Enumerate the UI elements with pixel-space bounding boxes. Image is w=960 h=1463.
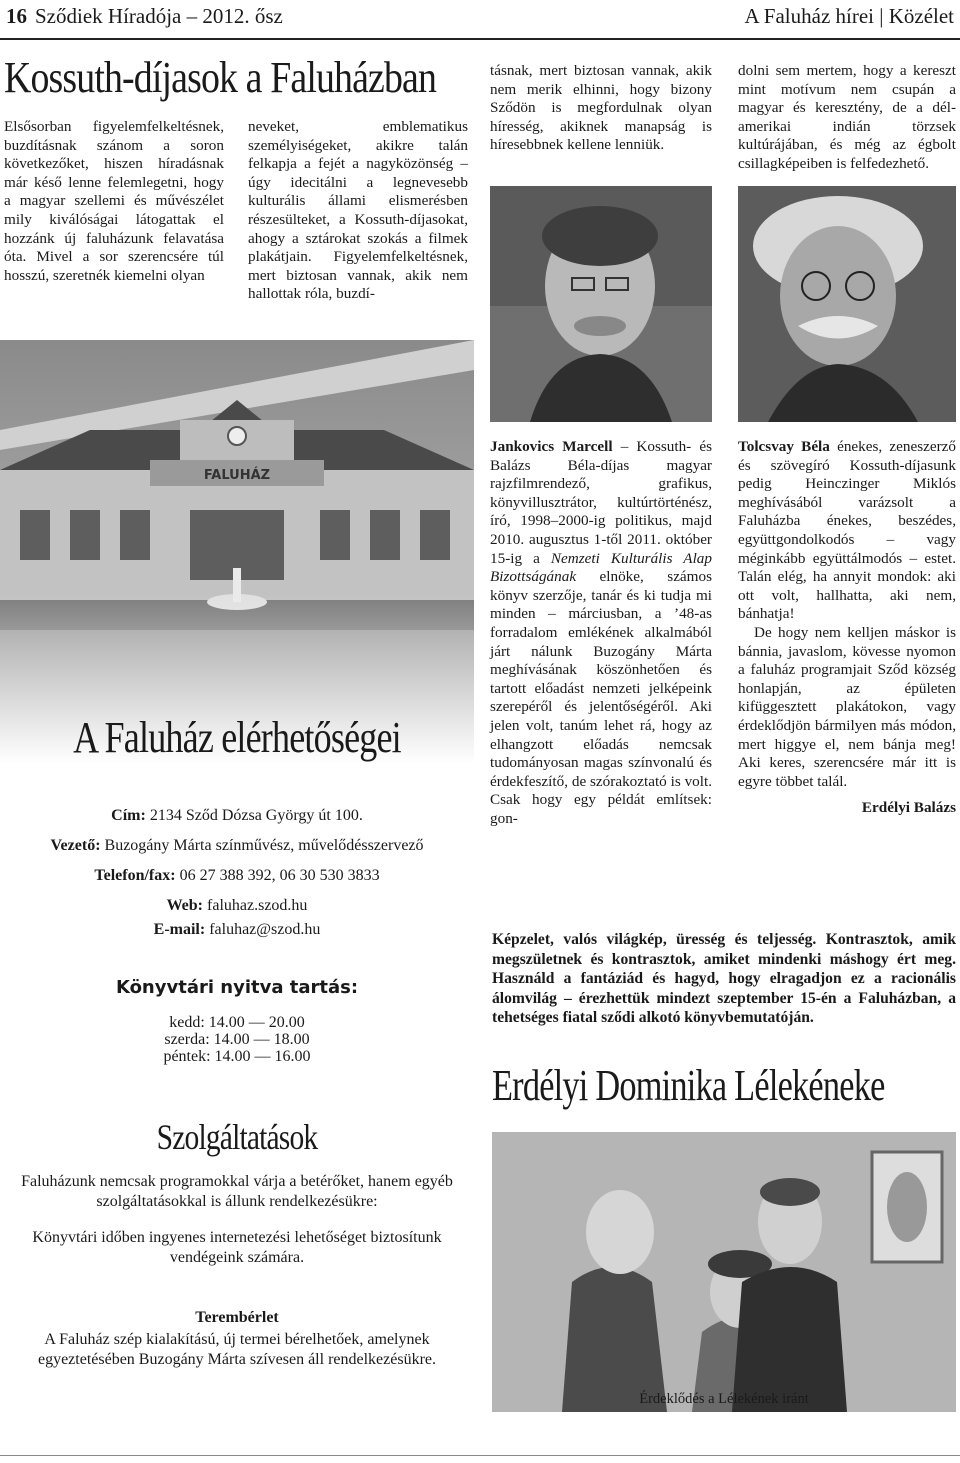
signature: Erdélyi Balázs (861, 799, 956, 817)
web-line (0, 896, 474, 916)
article-title: Kossuth-díjasok a Faluházban (4, 53, 437, 102)
web-label: Web: (166, 897, 204, 914)
manager-value: Buzogány Márta színművész, művelődésszervező (100, 837, 424, 854)
internet-service: Könyvtári időben ingyenes internetezési lehetőséget biztosítunk vendégeink számára. (32, 1229, 442, 1266)
portrait-image (490, 186, 712, 422)
page-header-left (6, 4, 283, 29)
address-value: 2134 Sződ Dózsa György út 100. (145, 807, 363, 824)
contact-title: A Faluház elérhetőségei (73, 713, 401, 762)
services-intro: Faluházunk nemcsak programokkal várja a betérőket, hanem egyéb szolgáltatásokkal is állunk rendelkezésükre: (21, 1173, 453, 1210)
publication-name: Sződiek Híradója – 2012. ősz (35, 4, 283, 28)
phone-label: Telefon/fax: (94, 867, 176, 884)
email-link[interactable]: faluhaz@szod.hu (205, 921, 321, 938)
article2-title: Erdélyi Dominika Lélekéneke (492, 1061, 885, 1110)
article-column-3-bottom (490, 438, 712, 828)
library-hours-title: Könyvtári nyitva tartás: (115, 977, 359, 998)
hours-row: kedd: 14.00 — 20.00 (169, 1014, 305, 1031)
paragraph (490, 438, 712, 828)
portrait-photo-tolcsvay (738, 186, 956, 422)
event-photo (492, 1132, 956, 1412)
person-name: Tolcsvay Béla (738, 438, 830, 455)
paragraph: De hogy nem kelljen máskor is bánnia, javaslom, kövesse nyomon a faluház programjait Sződ község honlapján, az épületen kifüggesztett plakátokon, vagy érdeklődjön bármilyen más módon, mert higgye el, nem bánja meg! Aki keres, szerencsére már itt is egyre többet talál. (738, 623, 956, 790)
contact-info (0, 806, 474, 940)
text-span: – Kossuth- és Balázs Béla-díjas magyar rajzfilmrendező, grafikus, könyvillusztrátor, kultúrtörténész, író, 1998–2000-ig politikus, majd 2010. augusztus 1-től 2011. október 15-ig a (490, 438, 712, 567)
article-column-2 (248, 118, 468, 304)
section-name: A Faluház hírei | Közélet (744, 4, 954, 28)
header-rule (0, 38, 960, 40)
footer-rule (0, 1455, 960, 1456)
email-label: E-mail: (153, 921, 206, 938)
portrait-photo-jankovics (490, 186, 712, 422)
article-column-4-top (738, 62, 956, 174)
paragraph: tásnak, mert biztosan vannak, akik nem merik elhinni, hogy bizony Sződön is megfordulnak olyan híresség, akiknek manapság is híresebbnek kellene lenniük. (490, 62, 712, 154)
phone-line (0, 866, 474, 886)
person-name: Jankovics Marcell (490, 438, 613, 455)
library-hours (0, 1014, 474, 1065)
text-span: elnöke, számos könyv szerzője, tanár és ki tudja mi minden – márciusban, a ’48-as forradalom emlékének alkalmából járt nálunk Buzogány Márta meghívásának köszönhetően és tartott előadást nemzeti jelképeink szerepéről és jelentőségéről. Aki jelen volt, tanúm lehet rá, hogy az elhangzott előadás nemcsak tudományosan magas színvonalú és érdekfeszítő, de szórakoztató is volt. Csak hogy egy példát említsek: gon- (490, 568, 712, 827)
article-column-3-top (490, 62, 712, 155)
address-line (0, 806, 474, 826)
manager-label: Vezető: (50, 837, 101, 854)
address-label: Cím: (111, 807, 146, 824)
page-number: 16 (6, 4, 27, 28)
article-column-4-bottom (738, 438, 956, 818)
text-span: énekes, zeneszerző és szövegíró Kossuth-díjasunk pedig Heinczinger Miklós meghívásából varázsolt a Faluházba énekes, beszédes, együttgondolkodós – vagy méginkább együttálmodós – estet. Talán elég, ha annyit mondok: aki ott volt, hallhatta, aki nem, bánhatja! (738, 438, 956, 623)
italic-span: Nemzeti Kulturális Alap Bizottságának (490, 549, 712, 586)
paragraph (738, 438, 956, 624)
event-photo-caption: Érdeklődés a Lélekének iránt (639, 1391, 809, 1407)
paragraph: neveket, emblematikus személyiségeket, akikre talán felkapja a fejét a nagyközönség – úgy idecitálni a legnevesebb kulturális állami elismerésben részesülteket, a Kossuth-díjasokat, ahogy a sztárokat szokás a filmek plakátjain. Figyelemfelkeltésnek, mert biztosan vannak, akik nem hallottak róla, buzdí- (248, 118, 468, 303)
article-column-1 (4, 118, 224, 285)
manager-line (0, 836, 474, 856)
room-rental-title: Terembérlet (195, 1309, 279, 1326)
article2-lead: Képzelet, valós világkép, üresség és teljesség. Kontrasztok, amik megszületnek és kontrasztok, amiket mindenki máshogy ért meg. Használd a fantáziád és hagyd, hogy elragadjon ez a racionális álomvilág – érezhettük mindezt szeptember 15-én a Faluházban, a tehetséges fiatal sződi alkotó könyvbemutatóján. (492, 931, 956, 1026)
services-title: Szolgáltatások (156, 1117, 318, 1157)
email-line (0, 920, 474, 940)
portrait-image (738, 186, 956, 422)
web-link[interactable]: faluhaz.szod.hu (203, 897, 308, 914)
event-image (492, 1132, 956, 1412)
paragraph: Elsősorban figyelemfelkeltésnek, buzdításnak szánom a soron következőket, hiszen híradásnak már késő lenne felemlegetni, hogy a magyar szellemi és művészélet mily kiválóságai látogattak el hozzánk új faluházunk felavatása óta. Mivel a sor szerencsére túl hosszú, szeretnék kiemelni olyan (4, 118, 224, 284)
phone-value: 06 27 388 392, 06 30 530 3833 (175, 867, 380, 884)
hours-row: péntek: 14.00 — 16.00 (163, 1048, 311, 1065)
room-rental-text: A Faluház szép kialakítású, új termei bérelhetőek, amelynek egyeztetésében Buzogány Márta szívesen áll rendelkezésükre. (37, 1331, 437, 1368)
hours-row: szerda: 14.00 — 18.00 (164, 1031, 310, 1048)
paragraph: dolni sem mertem, hogy a kereszt mint motívum nem csupán a magyar és keresztény, de a dél-amerikai indián törzsek kultúrájában, és még az égbolt csillagképeiben is felfedezhető. (738, 62, 956, 172)
